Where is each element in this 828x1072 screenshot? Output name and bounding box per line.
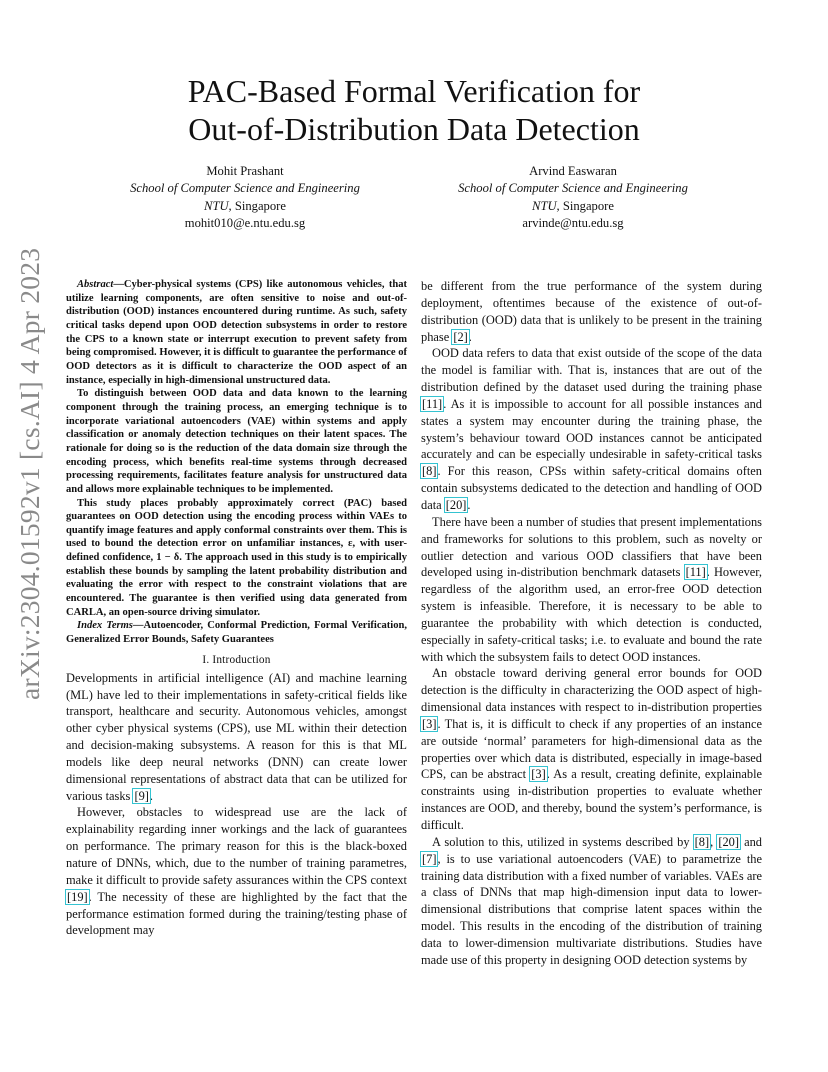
body-text: . As it is impossible to account for all possible instances and states a system may encounter during the training phase, the system’s behaviour toward OOD instances cannot be anticipated accurately and can be especially undesirable in safety-critical tasks	[421, 396, 762, 462]
author-institution: NTU,	[532, 198, 560, 213]
abstract-text-1: Cyber-physical systems (CPS) like autonomous vehicles, that utilize learning components, are often sensitive to noise and out-of-distribution (OOD) instances encountered during runtime. As such, safety critical tasks depend upon OOD detection subsystems in order to restore the CPS to a known state or interrupt execution to prevent safety from being compromised. However, it is difficult to guarantee the performance of OOD detectors as it is difficult to characterize the OOD aspect of an instance, especially in high-dimensional unstructured data.	[66, 279, 407, 386]
abstract-label: Abstract	[77, 279, 114, 290]
title-line-1: PAC-Based Formal Verification for	[187, 73, 641, 109]
section-heading-introduction: I. Introduction	[202, 653, 271, 666]
author-name: Mohit Prashant	[206, 164, 284, 178]
author-institution: NTU,	[204, 198, 232, 213]
author-name: Arvind Easwaran	[529, 164, 617, 178]
paper-title	[60, 72, 768, 148]
citation-link[interactable]: [19]	[67, 889, 88, 904]
body-paragraph	[66, 804, 407, 939]
index-terms-label: Index Terms	[77, 620, 133, 632]
body-paragraph	[66, 670, 407, 805]
abstract-paragraph-2: To distinguish between OOD data and data known to the learning component through the training process, an emerging technique is to incorporate variational autoencoders (VAE) within systems and apply classification or anomaly detection techniques on their latent spaces. The rationale for doing so is the reduction of the data domain size through the encoding process, which benefits real-time systems through decreased processing requirements, facilitates feature analysis for unstructured data and allows more explainable techniques to be implemented.	[66, 388, 407, 495]
author-email: arvinde@ntu.edu.sg	[522, 215, 624, 230]
citation-link[interactable]: [3]	[531, 767, 546, 782]
title-line-2: Out-of-Distribution Data Detection	[188, 111, 640, 147]
index-terms-text: Autoencoder, Conformal Prediction, Formal Verification, Generalized Error Bounds, Safety Guarantees	[66, 620, 407, 646]
body-text: ,	[710, 834, 718, 849]
author-affiliation: School of Computer Science and Engineering	[130, 181, 360, 196]
body-text: .	[468, 329, 472, 344]
arxiv-identifier: arXiv:2304.01592v1 [cs.AI] 4 Apr 2023	[14, 247, 45, 700]
body-text: be different from the true performance of the system during deployment, oftentimes because of the existence of out-of-distribution (OOD) data that is unlikely to be present in the training phase	[421, 279, 762, 344]
body-text: . However, regardless of the algorithm used, an error-free OOD detection system is infeasible. Therefore, it is necessary to be able to guarantee the probability with which detection is conducted, especially in safety-critical tasks; i.e. to evaluate and bound the rate with which the subsystem fails to detect OOD instances.	[421, 565, 762, 664]
body-paragraph	[421, 665, 762, 833]
body-text: There have been a number of studies that present implementations and frameworks for solutions to this problem, such as novelty or outlier detection and various OOD classifiers that have been developed using in-distribution benchmark datasets	[421, 514, 762, 580]
body-text: OOD data refers to data that exist outside of the scope of the data the model is familiar with. That is, instances that are out of the distribution defined by the dataset used during the training phase	[421, 346, 762, 395]
author-location: Singapore	[562, 198, 614, 213]
citation-link[interactable]: [8]	[422, 464, 437, 479]
body-text: A solution to this, utilized in systems described by	[432, 834, 694, 849]
body-paragraph	[421, 278, 762, 345]
author-location: Singapore	[234, 198, 286, 213]
body-paragraph	[421, 345, 762, 513]
citation-link[interactable]: [20]	[445, 497, 467, 512]
author-affiliation: School of Computer Science and Engineering	[458, 181, 688, 196]
citation-link[interactable]: [11]	[422, 396, 443, 411]
left-column	[66, 278, 407, 939]
body-text: , is to use variational autoencoders (VAE) to parametrize the training data distribution with a fixed number of variables. VAEs are a class of DNNs that map high-dimension input data to lower-dimensional distributions that comprise latent spaces within the model. This results in the encoding of the distribution of training data to lower-dimension multivariate distributions. Studies have made use of this property in designing OOD detection systems by	[421, 851, 762, 967]
citation-link[interactable]: [11]	[685, 565, 706, 580]
body-paragraph	[421, 514, 762, 666]
body-text: .	[149, 788, 154, 803]
author-block-1	[100, 163, 390, 232]
citation-link[interactable]: [3]	[422, 716, 437, 731]
citation-link[interactable]: [9]	[134, 788, 149, 803]
right-column	[421, 278, 762, 969]
body-paragraph	[421, 834, 762, 969]
author-institution-line	[428, 198, 718, 215]
body-text: . That is, it is difficult to check if any properties of an instance are outside ‘normal’ parameters for high-dimensional data as the properties over which data is distributed, especially in image-based CPS, can be abstract	[421, 716, 762, 782]
abstract-paragraph-3: This study places probably approximately correct (PAC) based guarantees on OOD detection using the encoding process within VAEs to quantify image features and apply conformal constraints over them. This is used to bound the detection error on unfamiliar instances, ε, with user-defined confidence, 1 − δ. The approach used in this study is to empirically establish these bounds by sampling the latent probability distribution and evaluating the error with respect to the constraint violations that are encountered. The guarantee is then verified using data generated from CARLA, an open-source driving simulator.	[66, 497, 407, 618]
body-text: . As a result, creating definite, explainable constraints using in-distribution properties to evaluate whether instances are OOD, and thereby, bound the system’s performance, is difficult.	[421, 767, 763, 832]
body-text: . The necessity of these are highlighted by the fact that the performance estimation formed during the training/testing phase of development may	[66, 889, 407, 938]
body-text: . For this reason, CPSs within safety-critical domains often contain subsystems dedicated to the detection and handling of OOD data	[421, 464, 762, 512]
index-terms: Index Terms—Autoencoder, Conformal Prediction, Formal Verification, Generalized Error Bounds, Safety Guarantees	[66, 620, 407, 646]
body-text: Developments in artificial intelligence (AI) and machine learning (ML) have led to their implementations in safety-critical fields like transport, healthcare and security. Autonomous vehicles, amongst other cyber physical systems (CPS), use ML within their detection and decision-making subsystems. A reason for this is that ML models like deep neural networks (DNN) can create lower dimensional representations of abstract data that can be utilized for various tasks	[66, 670, 407, 803]
author-block-2	[428, 163, 718, 232]
body-text: and	[739, 834, 762, 849]
author-institution-line	[100, 198, 390, 215]
citation-link[interactable]: [20]	[718, 834, 739, 849]
author-email: mohit010@e.ntu.edu.sg	[184, 215, 306, 230]
citation-link[interactable]: [8]	[694, 834, 710, 849]
citation-link[interactable]: [7]	[422, 851, 437, 866]
body-text: An obstacle toward deriving general error bounds for OOD detection is the difficulty in characterizing the OOD aspect of high-dimensional data instances with respect to in-distribution properties	[421, 666, 762, 715]
body-text: .	[467, 497, 471, 512]
body-text: However, obstacles to widespread use are the lack of explainability regarding inner workings and the lack of guarantees on performance. The primary reason for this is the black-boxed nature of DNNs, which, due to the number of training parametres, make it difficult to provide safety assurances within the CPS context	[66, 805, 407, 887]
abstract-paragraph-1: Abstract—Cyber-physical systems (CPS) like autonomous vehicles, that utilize learning components, are often sensitive to noise and out-of-distribution (OOD) instances encountered during runtime. As such, safety critical tasks depend upon OOD detection subsystems in order to restore the CPS to a known state or interrupt execution to prevent safety from being compromised. However, it is difficult to guarantee the performance of OOD detectors as it is difficult to characterize the OOD aspect of an instance, especially in high-dimensional unstructured data.	[66, 279, 407, 386]
citation-link[interactable]: [2]	[453, 329, 468, 344]
